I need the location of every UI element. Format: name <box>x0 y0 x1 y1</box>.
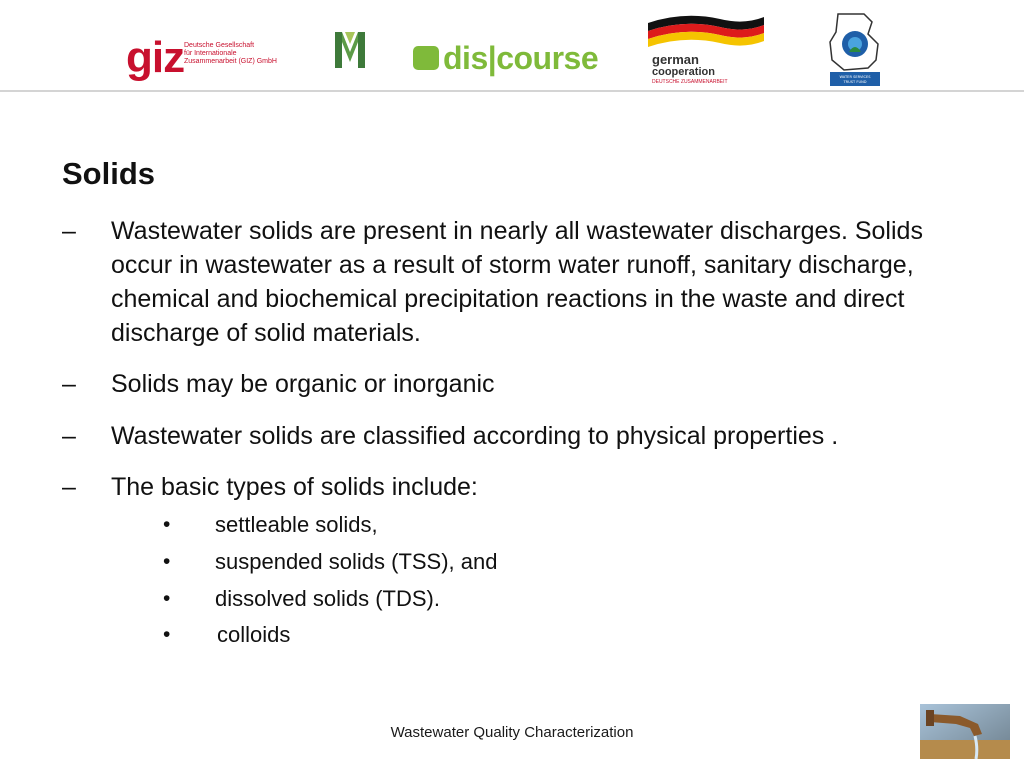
german-cooperation-text: german cooperation DEUTSCHE ZUSAMMENARBEIT <box>652 52 728 85</box>
bullet-marker: • <box>163 623 171 646</box>
sub-bullet-text: dissolved solids (TDS). <box>215 586 440 611</box>
bullet-marker: • <box>163 587 171 610</box>
dash-item-text: Wastewater solids are present in nearly all wastewater discharges. Solids occur in wastewater as a result of storm water runoff, sanitary discharge, chemical and biochemical precipitation reactions in the waste and direct discharge of solid materials. <box>111 217 923 347</box>
dash-marker: – <box>62 473 76 501</box>
sub-bullet-text: suspended solids (TSS), and <box>215 549 498 574</box>
dash-marker: – <box>62 370 76 398</box>
slide-title: Solids <box>62 156 156 191</box>
water-tap-photo <box>920 704 1010 759</box>
sub-bullet-text: colloids <box>217 622 291 647</box>
dash-marker: – <box>62 217 76 245</box>
water-services-shield-icon <box>824 12 886 88</box>
giz-wordmark: giz <box>126 33 185 82</box>
discourse-square-icon <box>413 46 439 70</box>
sub-bullet-text: settleable solids, <box>215 512 378 537</box>
slide-footer: Wastewater Quality Characterization <box>390 724 634 741</box>
bullet-marker: • <box>163 513 171 536</box>
logo-header <box>0 0 1024 92</box>
m-logo-icon <box>333 30 367 70</box>
german-cooperation-logo <box>644 13 768 89</box>
dash-item-text: The basic types of solids include: <box>111 473 478 501</box>
svg-text:WATER SERVICES: WATER SERVICES <box>839 75 871 79</box>
dash-item-text: Wastewater solids are classified according to physical properties . <box>111 422 839 450</box>
german-flag-wave-icon <box>644 13 768 53</box>
discourse-logo <box>413 40 599 76</box>
dash-marker: – <box>62 422 76 450</box>
giz-subtitle: Deutsche Gesellschaft für Internationale Zusammenarbeit (GIZ) GmbH <box>184 42 277 65</box>
giz-logo <box>126 33 291 82</box>
svg-text:TRUST FUND: TRUST FUND <box>843 80 867 84</box>
discourse-wordmark: dis|course <box>443 40 599 76</box>
bullet-marker: • <box>163 550 171 573</box>
dash-item-text: Solids may be organic or inorganic <box>111 370 495 398</box>
